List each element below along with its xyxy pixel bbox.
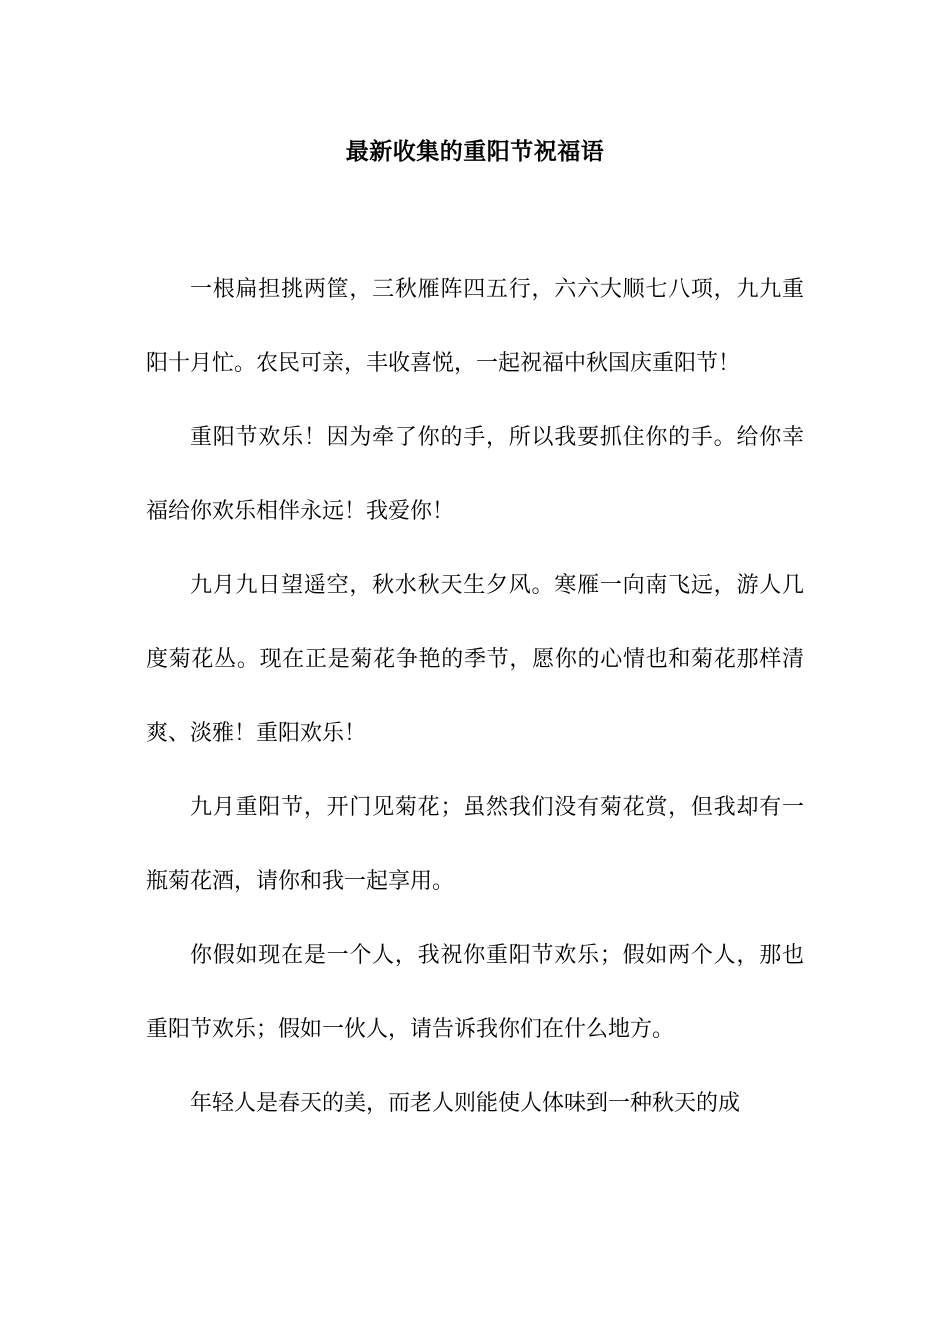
document-title: 最新收集的重阳节祝福语	[345, 138, 605, 165]
paragraph: 你假如现在是一个人，我祝你重阳节欢乐；假如两个人，那也重阳节欢乐；假如一伙人，请告诉我你们在什么地方。	[146, 943, 804, 1042]
paragraph: 重阳节欢乐！因为牵了你的手，所以我要抓住你的手。给你幸福给你欢乐相伴永远！我爱你！	[146, 425, 804, 524]
paragraph: 九月九日望遥空，秋水秋天生夕风。寒雁一向南飞远，游人几度菊花丛。现在正是菊花争艳的季节，愿你的心情也和菊花那样清爽、淡雅！重阳欢乐！	[146, 573, 804, 746]
paragraph: 一根扁担挑两筐，三秋雁阵四五行，六六大顺七八项，九九重阳十月忙。农民可亲，丰收喜悦，一起祝福中秋国庆重阳节！	[146, 277, 804, 376]
paragraph: 年轻人是春天的美，而老人则能使人体味到一种秋天的成	[190, 1091, 741, 1116]
paragraph: 九月重阳节，开门见菊花；虽然我们没有菊花赏，但我却有一瓶菊花酒，请你和我一起享用。	[146, 795, 804, 894]
document-body	[146, 253, 804, 1141]
